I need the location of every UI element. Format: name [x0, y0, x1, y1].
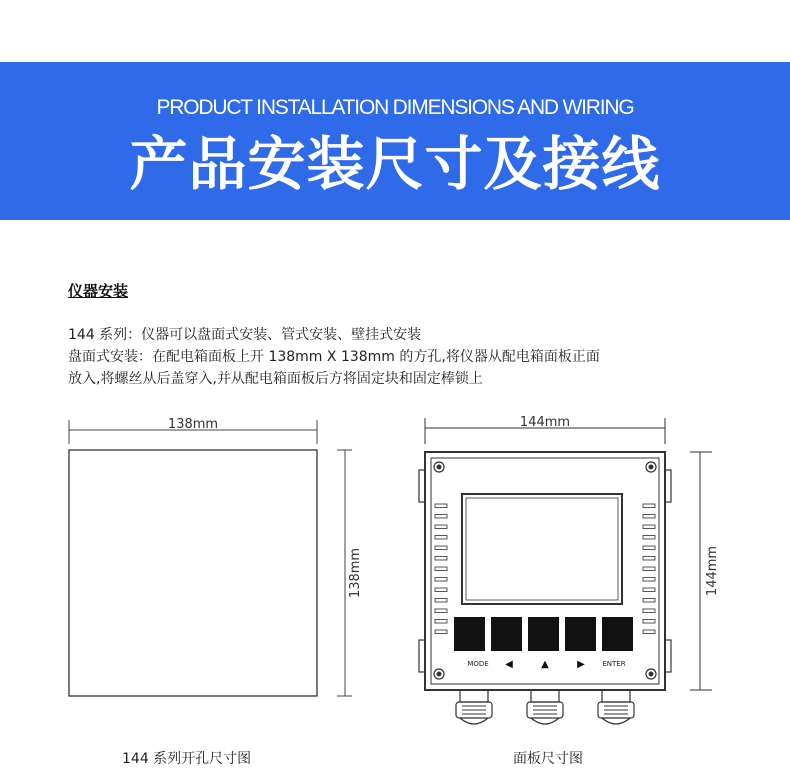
vent-slot [435, 536, 447, 540]
vent-slot [643, 578, 655, 582]
display-window [462, 494, 622, 604]
banner-title-cn: 产品安装尺寸及接线 [129, 130, 661, 198]
key-up [528, 617, 559, 651]
cutout-square [69, 450, 317, 696]
vent-slot [435, 525, 447, 529]
vent-slot [643, 630, 655, 634]
key-left [491, 617, 522, 651]
vent-slot [643, 504, 655, 508]
vent-slot [435, 609, 447, 613]
vent-slot [435, 588, 447, 592]
vent-slot [643, 599, 655, 603]
keypad [454, 617, 633, 651]
screw-icon [649, 672, 653, 676]
cable-gland-left [456, 690, 492, 724]
vent-slot [435, 578, 447, 582]
vent-slot [435, 599, 447, 603]
screw-icon [437, 672, 441, 676]
vent-slot [435, 567, 447, 571]
description-line-3: 放入,将螺丝从后盖穿入,并从配电箱面板后方将固定块和固定棒锁上 [68, 371, 483, 387]
vent-slot [435, 504, 447, 508]
panel-drawing [419, 418, 712, 724]
dimension-diagrams [0, 400, 790, 781]
vent-slot [643, 588, 655, 592]
section-title: 仪器安装 [68, 282, 129, 300]
key-enter [602, 617, 633, 651]
vent-slot [435, 546, 447, 550]
vent-slot [643, 546, 655, 550]
cable-gland-middle [527, 690, 563, 724]
screw-icon [649, 465, 653, 469]
panel-caption: 面板尺寸图 [513, 751, 583, 767]
right-arrow-icon: ▶ [577, 659, 585, 670]
vent-slot [643, 525, 655, 529]
key-enter-label: ENTER [602, 660, 626, 668]
up-arrow-icon: ▲ [541, 659, 549, 670]
cable-gland-right [598, 690, 634, 724]
vent-slot [643, 567, 655, 571]
vent-slot [435, 630, 447, 634]
vent-slot [643, 515, 655, 519]
banner-title-en: PRODUCT INSTALLATION DIMENSIONS AND WIRING [156, 96, 634, 119]
dimension-drawing-svg [0, 400, 790, 781]
key-mode-label: MODE [467, 660, 489, 668]
screw-icon [437, 465, 441, 469]
key-right [565, 617, 596, 651]
cutout-drawing [69, 420, 352, 696]
description-line-1: 144 系列：仪器可以盘面式安装、管式安装、壁挂式安装 [68, 327, 422, 343]
vent-slot [643, 609, 655, 613]
vent-slot [435, 515, 447, 519]
panel-width-label: 144mm [519, 415, 571, 430]
panel-height-label: 144mm [705, 545, 720, 597]
cutout-caption: 144 系列开孔尺寸图 [122, 751, 252, 767]
vent-slot [643, 620, 655, 624]
cutout-height-label: 138mm [348, 547, 363, 599]
display-screen [466, 498, 618, 600]
cutout-width-label: 138mm [167, 417, 219, 432]
vent-slots-right [643, 504, 655, 634]
vent-slot [643, 557, 655, 561]
header-banner [0, 62, 790, 220]
vent-slot [435, 557, 447, 561]
description-line-2: 盘面式安装：在配电箱面板上开 138mm X 138mm 的方孔,将仪器从配电箱面板正面 [68, 349, 600, 365]
vent-slot [643, 536, 655, 540]
left-arrow-icon: ◀ [505, 659, 513, 670]
key-mode [454, 617, 485, 651]
vent-slot [435, 620, 447, 624]
vent-slots-left [435, 504, 447, 634]
